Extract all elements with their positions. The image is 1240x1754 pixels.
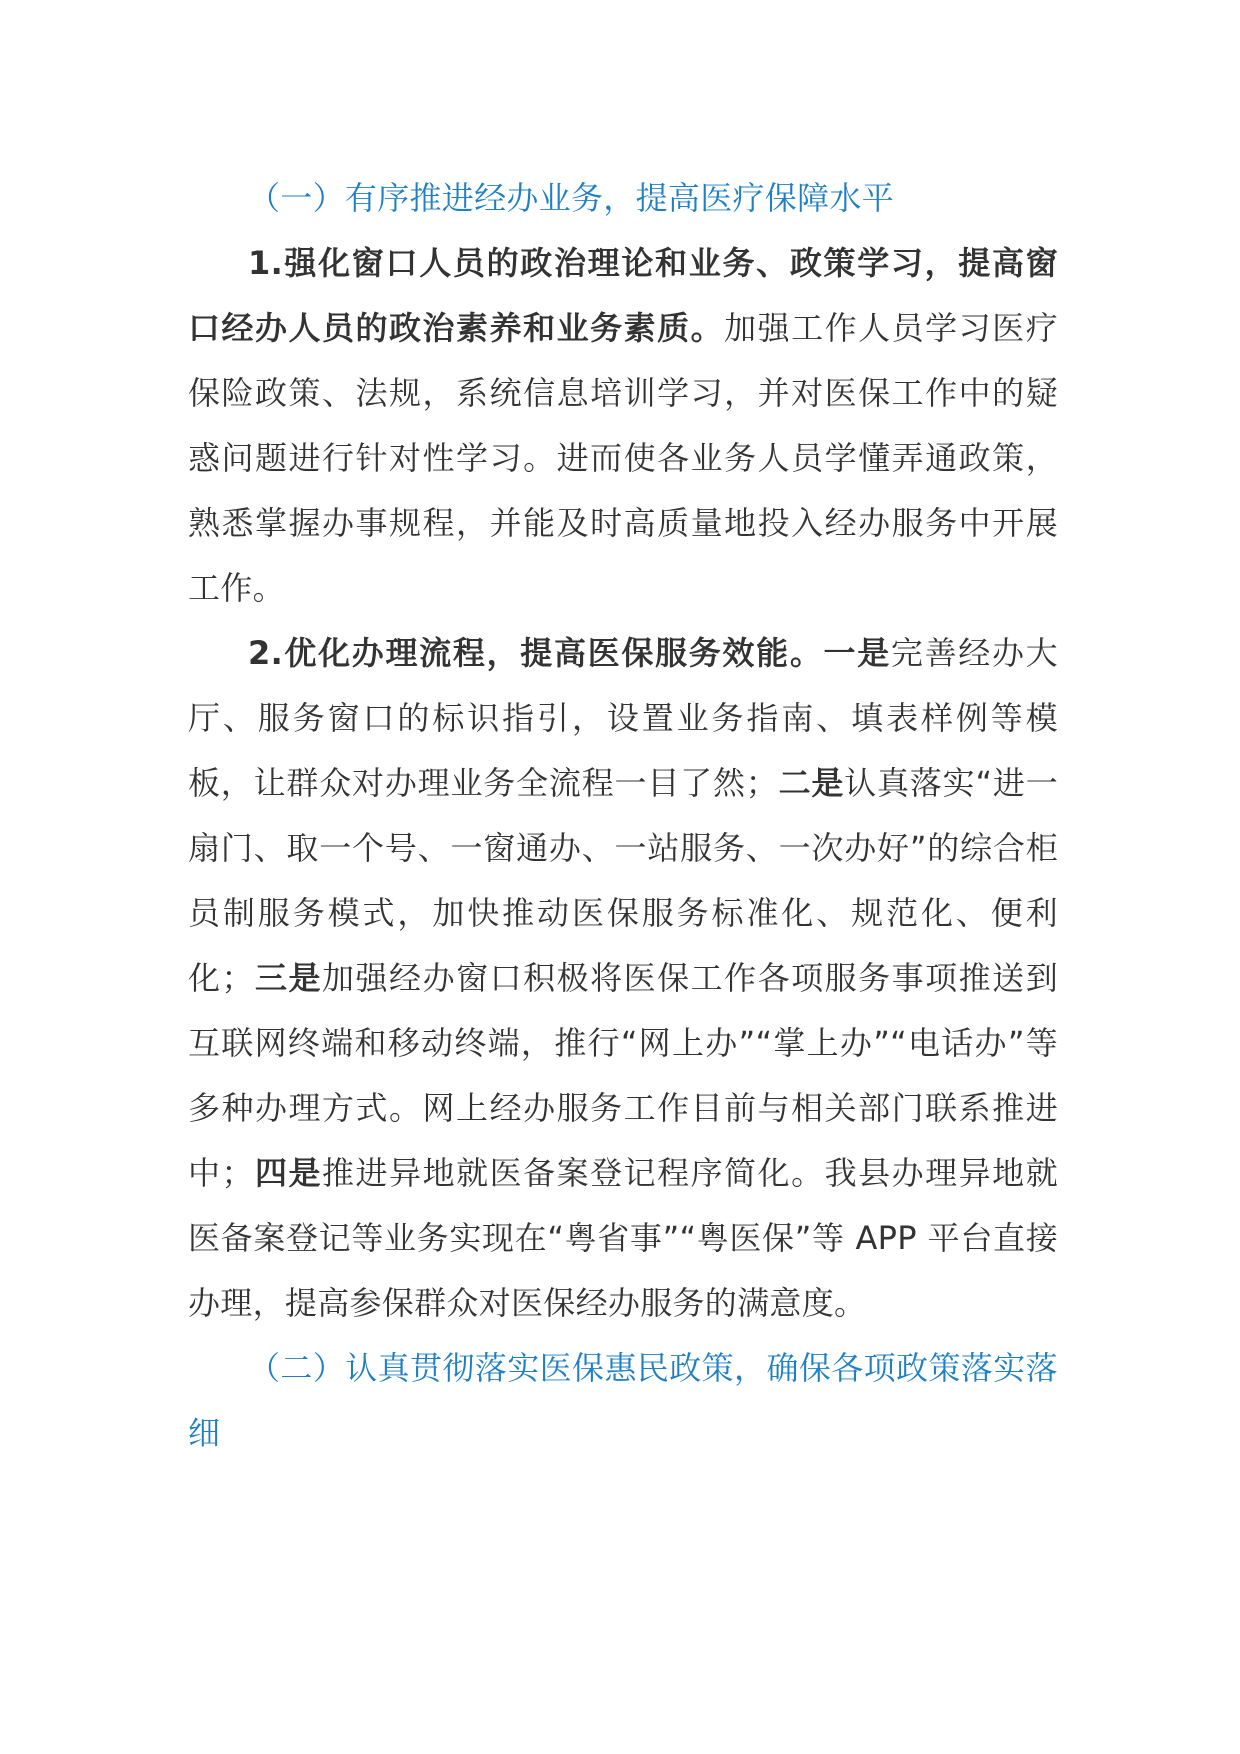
paragraph-1	[188, 231, 1058, 621]
paragraph-1-lead: 1.强化窗口人员的政治理论和业务、政策学习，提高窗口经办人员的政治素养和业务素质。	[188, 244, 1058, 347]
point-2-text: 认真落实“进一扇门、取一个号、一窗通办、一站服务、一次办好”的综合柜员制服务模式，加快推动医保服务标准化、规范化、便利化；	[188, 764, 1058, 997]
point-4-text: 推进异地就医备案登记程序简化。我县办理异地就医备案登记等业务实现在“粤省事”“粤医保”等 APP 平台直接办理，提高参保群众对医保经办服务的满意度。	[188, 1154, 1058, 1322]
point-1-keyword: 一是	[823, 634, 891, 672]
point-3-text: 加强经办窗口积极将医保工作各项服务事项推送到互联网终端和移动终端，推行“网上办”“掌上办”“电话办”等多种办理方式。网上经办服务工作目前与相关部门联系推进中；	[188, 959, 1058, 1192]
paragraph-2-lead: 2.优化办理流程，提高医保服务效能。	[248, 634, 824, 672]
section-heading-1: （一）有序推进经办业务，提高医疗保障水平	[248, 179, 895, 217]
point-3-keyword: 三是	[253, 959, 323, 997]
document-page	[188, 166, 1058, 1466]
point-1-text: 完善经办大厅、服务窗口的标识指引，设置业务指南、填表样例等模板，让群众对办理业务全流程一目了然；	[188, 634, 1058, 802]
point-4-keyword: 四是	[253, 1154, 323, 1192]
point-2-keyword: 二是	[778, 764, 845, 802]
paragraph-2	[188, 621, 1058, 1336]
section-heading-2: （二）认真贯彻落实医保惠民政策，确保各项政策落实落细	[188, 1349, 1058, 1452]
paragraph-1-body: 加强工作人员学习医疗保险政策、法规，系统信息培训学习，并对医保工作中的疑惑问题进行针对性学习。进而使各业务人员学懂弄通政策，熟悉掌握办事规程，并能及时高质量地投入经办服务中开展工作。	[188, 309, 1058, 607]
